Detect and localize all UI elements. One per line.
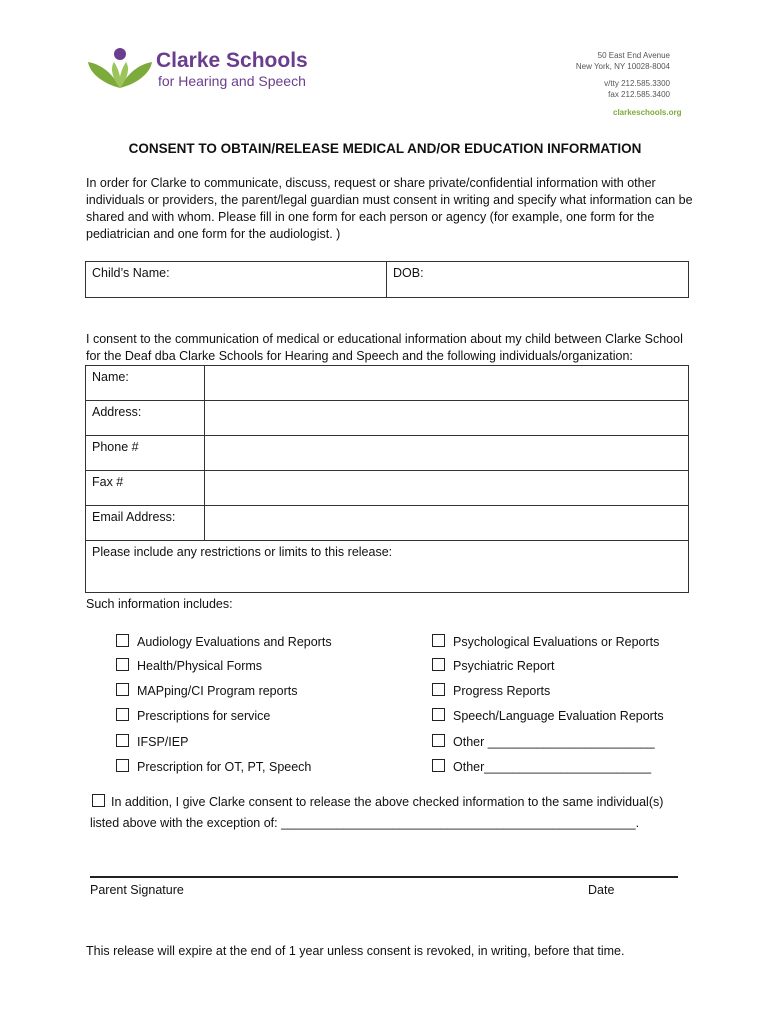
recipient-email-input[interactable]: [205, 506, 689, 541]
recipient-name-input[interactable]: [205, 366, 689, 401]
recipient-table: [85, 365, 689, 593]
date-label: Date: [588, 883, 615, 897]
checkbox-icon[interactable]: [116, 708, 129, 721]
recipient-fax-label: Fax #: [86, 471, 205, 506]
recipient-phone-input[interactable]: [205, 436, 689, 471]
recipient-address-label: Address:: [86, 401, 205, 436]
checkbox-item[interactable]: [116, 734, 188, 749]
phone-number: v/tty 212.585.3300: [604, 79, 670, 88]
checkbox-label: Other________________________: [453, 760, 652, 774]
addition-consent-item[interactable]: [92, 794, 663, 809]
checkbox-label: Psychiatric Report: [453, 659, 555, 673]
checkbox-item[interactable]: [116, 759, 311, 774]
logo-subtitle: for Hearing and Speech: [158, 73, 306, 89]
checkbox-item[interactable]: [432, 708, 664, 723]
checkbox-label: IFSP/IEP: [137, 735, 189, 749]
checkbox-label: Psychological Evaluations or Reports: [453, 635, 660, 649]
exception-line: listed above with the exception of: ___________________________________________________.: [90, 816, 640, 830]
checkbox-icon[interactable]: [432, 683, 445, 696]
checkbox-icon[interactable]: [92, 794, 105, 807]
checkbox-icon[interactable]: [116, 683, 129, 696]
checkbox-item[interactable]: [432, 634, 659, 649]
consent-paragraph: I consent to the communication of medical or educational information about my child between Clarke School for the Deaf dba Clarke Schools for Hearing and Speech and the following individuals/organization:: [86, 332, 683, 363]
dob-field[interactable]: DOB:: [387, 262, 689, 298]
checkbox-item[interactable]: [116, 708, 270, 723]
checkbox-icon[interactable]: [432, 658, 445, 671]
website-link[interactable]: clarkeschools.org: [613, 108, 682, 117]
parent-signature-label: Parent Signature: [90, 883, 184, 897]
intro-paragraph: In order for Clarke to communicate, discuss, request or share private/confidential information with other individuals or providers, the parent/legal guardian must consent in writing and specify what information can be shared and with whom. Please fill in one form for each person or agency (for example, one form for the pediatrician and one form for the audiologist. ): [86, 176, 693, 241]
restrictions-field[interactable]: Please include any restrictions or limits to this release:: [86, 541, 689, 593]
address-line-1: 50 East End Avenue: [597, 51, 670, 60]
checkbox-label: Health/Physical Forms: [137, 659, 263, 673]
checkbox-label: MAPping/CI Program reports: [137, 684, 298, 698]
checkbox-item[interactable]: [432, 683, 550, 698]
checkbox-label: Prescriptions for service: [137, 709, 271, 723]
recipient-name-label: Name:: [86, 366, 205, 401]
recipient-email-label: Email Address:: [86, 506, 205, 541]
checkbox-label: Audiology Evaluations and Reports: [137, 635, 332, 649]
recipient-phone-label: Phone #: [86, 436, 205, 471]
checkbox-icon[interactable]: [116, 759, 129, 772]
checkbox-item[interactable]: [116, 683, 297, 698]
checkbox-icon[interactable]: [116, 734, 129, 747]
form-title: CONSENT TO OBTAIN/RELEASE MEDICAL AND/OR EDUCATION INFORMATION: [128, 141, 642, 156]
checkbox-item[interactable]: [432, 658, 554, 673]
checkbox-item[interactable]: [432, 734, 655, 749]
signature-line[interactable]: [90, 876, 678, 878]
child-name-field[interactable]: Child’s Name:: [86, 262, 387, 298]
checkbox-icon[interactable]: [432, 634, 445, 647]
recipient-address-input[interactable]: [205, 401, 689, 436]
expiry-note: This release will expire at the end of 1 year unless consent is revoked, in writing, before that time.: [86, 944, 625, 958]
recipient-fax-input[interactable]: [205, 471, 689, 506]
checkbox-label: Speech/Language Evaluation Reports: [453, 709, 664, 723]
logo-title: Clarke Schools: [156, 49, 308, 72]
checkbox-label: Progress Reports: [453, 684, 551, 698]
includes-label: Such information includes:: [86, 597, 233, 611]
checkbox-label: Other ________________________: [453, 735, 655, 749]
child-info-table: [85, 261, 689, 298]
flower-logo-icon: [86, 44, 156, 90]
fax-number: fax 212.585.3400: [608, 90, 670, 99]
checkbox-item[interactable]: [116, 658, 262, 673]
clarke-logo: [86, 44, 156, 90]
address-line-2: New York, NY 10028-8004: [575, 62, 670, 71]
checkbox-item[interactable]: [432, 759, 651, 774]
checkbox-item[interactable]: [116, 634, 332, 649]
checkbox-icon[interactable]: [116, 658, 129, 671]
checkbox-label: Prescription for OT, PT, Speech: [137, 760, 312, 774]
addition-consent-text: In addition, I give Clarke consent to release the above checked information to the same individual(s): [111, 795, 664, 809]
checkbox-icon[interactable]: [432, 708, 445, 721]
checkbox-icon[interactable]: [432, 759, 445, 772]
checkbox-icon[interactable]: [116, 634, 129, 647]
checkbox-icon[interactable]: [432, 734, 445, 747]
